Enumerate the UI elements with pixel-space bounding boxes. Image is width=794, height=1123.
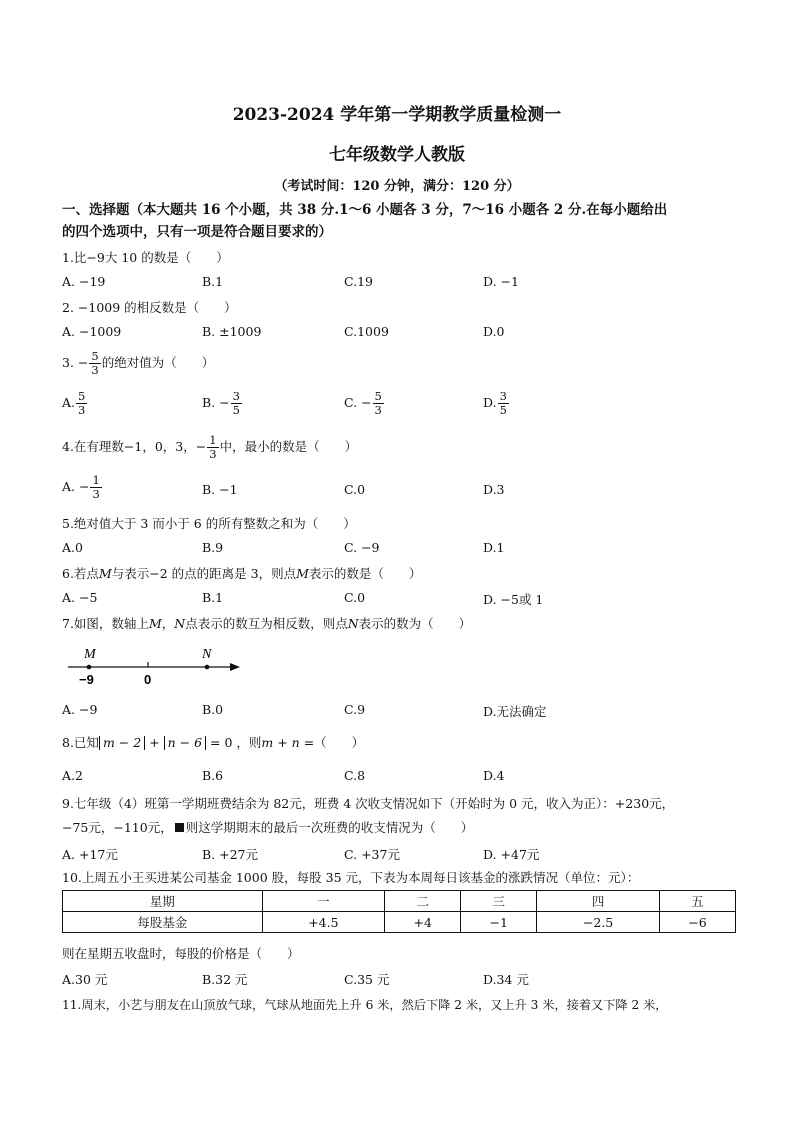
label-n: N [202, 647, 212, 662]
tick-label-m: −9 [79, 672, 94, 687]
option-b: B.6 [202, 768, 224, 783]
option-b: B.1 [202, 274, 224, 289]
option-b: B.9 [202, 540, 224, 555]
fund-change-table [62, 890, 736, 933]
option-d: D. +47元 [483, 847, 540, 862]
option-a: A. −19 [62, 274, 106, 289]
table-cell: 五 [659, 891, 735, 912]
option-b: B. − $\frac{3}{5}$ [202, 389, 240, 417]
exam-subtitle: 七年级数学人教版 [329, 145, 465, 165]
option-c: C. −9 [344, 540, 380, 555]
option-a: A. $\frac{5}{3}$ [62, 389, 86, 417]
fraction: $\frac{5}{3}$ [91, 349, 99, 377]
section-heading-line-1: 一、选择题（本大题共 16 个小题，共 38 分.1～6 小题各 3 分，7～16 小题各 2 分.在每小题给出 [62, 202, 668, 218]
question-3-stem: 3. − $\frac{5}{3}$ 的绝对值为（ ） [62, 349, 215, 377]
table-row [63, 912, 736, 933]
option-d: D. −5或 1 [483, 592, 544, 607]
section-heading-line-2: 的四个选项中，只有一项是符合题目要求的） [62, 224, 332, 240]
question-2-stem: 2. −1009 的相反数是（ ） [62, 300, 237, 315]
tick-label-zero: 0 [144, 672, 152, 687]
table-cell: 四 [537, 891, 660, 912]
question-4-stem: 4.在有理数−1，0，3，− $\frac{1}{3}$ 中，最小的数是（ ） [62, 433, 358, 461]
option-a: A. +17元 [62, 847, 118, 862]
option-d: D.1 [483, 540, 505, 555]
question-8-stem: 8.已知 m − 2 + n − 6 = 0 ，则m + n =（ ） [62, 735, 365, 750]
option-b: B.0 [202, 702, 224, 717]
table-cell: +4 [385, 912, 461, 933]
point-n [205, 665, 210, 670]
option-a: A.30 元 [62, 972, 108, 987]
fraction: $\frac{1}{3}$ [209, 433, 217, 461]
question-9-line-1: 9.七年级（4）班第一学期班费结余为 82元，班费 4 次收支情况如下（开始时为 0 元，收入为正）：+230元， [62, 796, 675, 811]
option-d: D.无法确定 [483, 704, 547, 719]
question-1-stem: 1.比−9大 10 的数是（ ） [62, 250, 229, 265]
option-a: A. −5 [62, 590, 98, 605]
option-b: B.32 元 [202, 972, 248, 987]
option-a: A.0 [62, 540, 83, 555]
option-c: C.0 [344, 482, 366, 497]
option-d: D. −1 [483, 274, 519, 289]
option-b: B. −1 [202, 482, 238, 497]
question-11-stem: 11.周末，小艺与朋友在山顶放气球，气球从地面先上升 6 米，然后下降 2 米，又上升 3 米，接着又下降 2 米， [62, 998, 668, 1012]
question-10-stem: 10.上周五小王买进某公司基金 1000 股，每股 35 元，下表为本周每日该基金的涨跌情况（单位：元）： [62, 870, 640, 885]
option-c: C. +37元 [344, 847, 400, 862]
option-a: A. −1009 [62, 324, 122, 339]
exam-title: 2023-2024 学年第一学期教学质量检测一 [232, 105, 562, 125]
option-c: C.0 [344, 590, 366, 605]
option-c: C.9 [344, 702, 366, 717]
label-m: M [84, 647, 96, 662]
table-cell: −1 [461, 912, 537, 933]
option-b: B.1 [202, 590, 224, 605]
table-cell: −2.5 [537, 912, 660, 933]
option-d: D. $\frac{3}{5}$ [483, 389, 507, 417]
option-a: A.2 [62, 768, 83, 783]
question-7-stem: 7.如图，数轴上M，N点表示的数互为相反数，则点N表示的数为（ ） [62, 616, 472, 631]
table-cell: −6 [659, 912, 735, 933]
question-9-line-2: −75元，−110元， 则这学期期末的最后一次班费的收支情况为（ ） [62, 820, 474, 835]
table-cell: 一 [262, 891, 385, 912]
number-line-figure [62, 640, 252, 690]
option-b: B. ±1009 [202, 324, 262, 339]
absolute-value: m − 2 [99, 736, 145, 750]
question-10-after-table: 则在星期五收盘时，每股的价格是（ ） [62, 946, 300, 961]
option-d: D.3 [483, 482, 505, 497]
question-6-stem: 6.若点M与表示−2 的点的距离是 3，则点M表示的数是（ ） [62, 566, 422, 581]
question-5-stem: 5.绝对值大于 3 而小于 6 的所有整数之和为（ ） [62, 516, 356, 531]
option-c: C.35 元 [344, 972, 390, 987]
option-c: C.8 [344, 768, 366, 783]
option-a: A. −9 [62, 702, 98, 717]
table-cell: 星期 [63, 891, 263, 912]
option-c: C. − $\frac{5}{3}$ [344, 389, 382, 417]
redaction-square-icon [175, 823, 184, 832]
table-cell: 二 [385, 891, 461, 912]
table-cell: +4.5 [262, 912, 385, 933]
option-d: D.0 [483, 324, 505, 339]
option-a: A. − $\frac{1}{3}$ [62, 473, 100, 501]
absolute-value: n − 6 [164, 736, 206, 750]
option-d: D.34 元 [483, 972, 529, 987]
question-3-options [62, 390, 752, 430]
point-m [87, 665, 92, 670]
question-4-options [62, 474, 752, 514]
option-c: C.1009 [344, 324, 389, 339]
table-header-row [63, 891, 736, 912]
table-cell: 三 [461, 891, 537, 912]
option-d: D.4 [483, 768, 505, 783]
option-b: B. +27元 [202, 847, 259, 862]
option-c: C.19 [344, 274, 373, 289]
number-line-arrow [230, 663, 240, 671]
exam-info: （考试时间：120 分钟，满分：120 分） [274, 179, 520, 194]
table-cell: 每股基金 [63, 912, 263, 933]
